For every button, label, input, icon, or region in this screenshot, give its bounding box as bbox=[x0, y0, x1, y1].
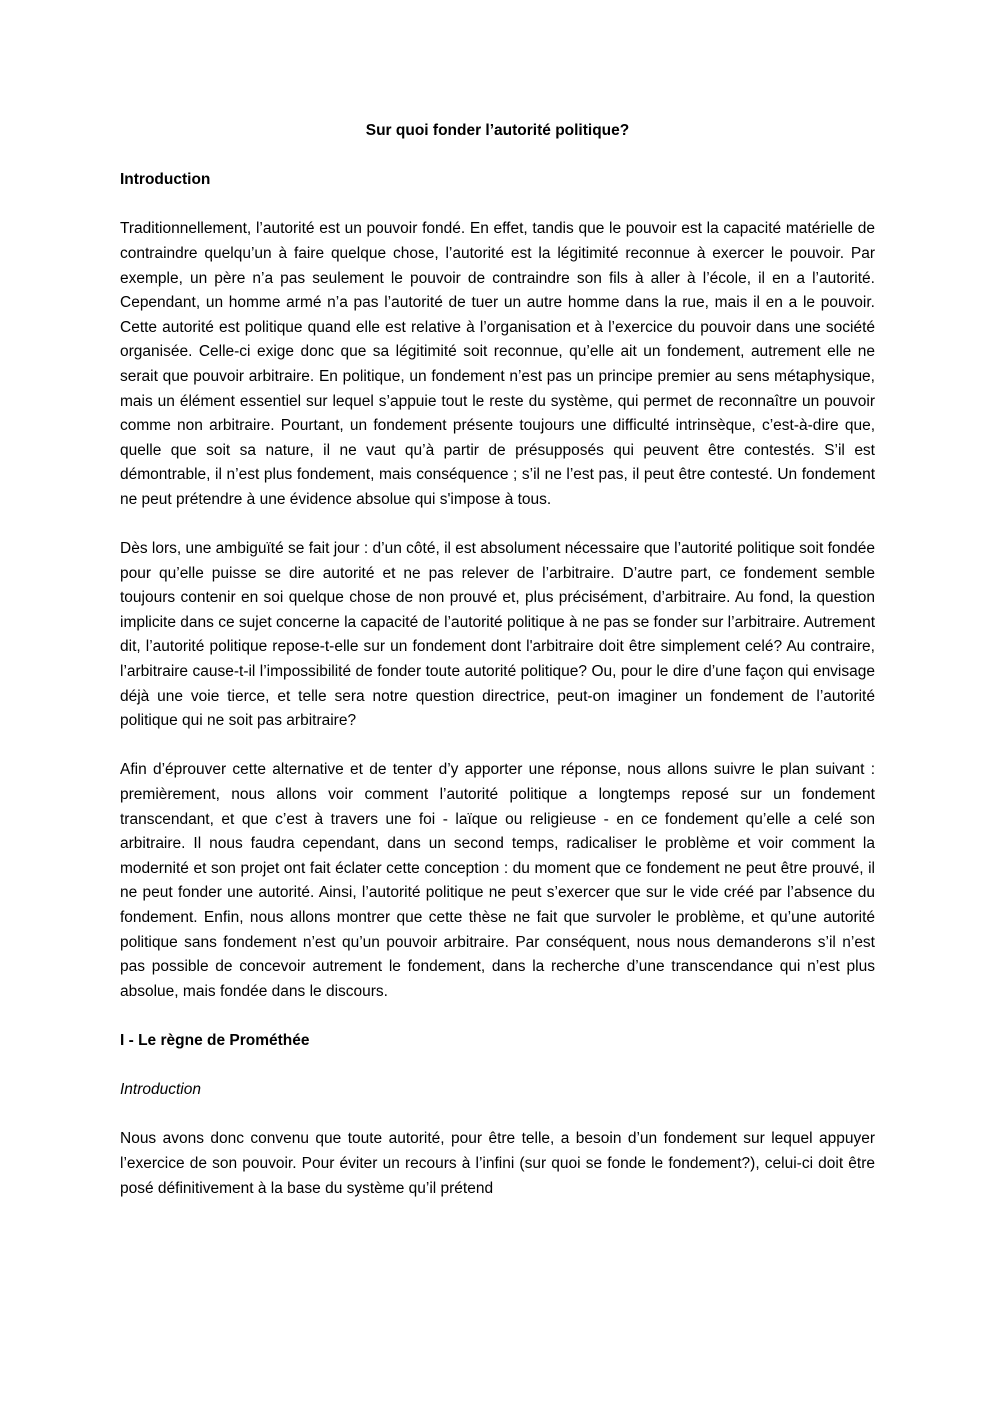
paragraph-ambiguity-problem: Dès lors, une ambiguïté se fait jour : d’un côté, il est absolument nécessaire que l’autorité politique soit fondée pour qu’elle puisse se dire autorité et ne pas relever de l’arbitraire. D’autre part, ce fondement semble toujours contenir en soi quelque chose de non prouvé et, plus précisément, d’arbitraire. Au fond, la question implicite dans ce sujet concerne la capacité de l’autorité politique à ne pas se fonder sur l’arbitraire. Autrement dit, l’autorité politique repose-t-elle sur un fondement dont l'arbitraire doit être simplement celé? Au contraire, l’arbitraire cause-t-il l’impossibilité de fonder toute autorité politique? Ou, pour le dire d’une façon qui envisage déjà une voie tierce, et telle sera notre question directrice, peut-on imaginer un fondement de l’autorité politique qui ne soit pas arbitraire? bbox=[120, 540, 875, 730]
heading-part1: I - Le règne de Prométhée bbox=[120, 1031, 310, 1049]
paragraph-part1-intro: Nous avons donc convenu que toute autorité, pour être telle, a besoin d’un fondement sur lequel appuyer l’exercice de son pouvoir. Pour éviter un recours à l’infini (sur quoi se fonde le fondement?), celui-ci doit être posé définitivement à la base du système qu’il prétend bbox=[120, 1130, 875, 1197]
document-title: Sur quoi fonder l’autorité politique? bbox=[365, 122, 630, 139]
subheading-part1-introduction: Introduction bbox=[120, 1081, 201, 1099]
paragraph-essay-plan: Afin d’éprouver cette alternative et de tenter d’y apporter une réponse, nous allons suivre le plan suivant : premièrement, nous allons voir comment l’autorité politique a longtemps reposé sur un fondement transcendant, et que c’est à travers une foi - laïque ou religieuse - en ce fondement qu’elle a celé son arbitraire. Il nous faudra cependant, dans un second temps, radicaliser le problème et voir comment la modernité et son projet ont fait éclater cette conception : du moment que ce fondement ne peut être prouvé, il ne peut fonder une autorité. Ainsi, l’autorité politique ne peut s’exercer que sur le vide créé par l’absence du fondement. Enfin, nous allons montrer que cette thèse ne fait que survoler le problème, et qu’une autorité politique sans fondement n’est qu’un pouvoir arbitraire. Par conséquent, nous nous demanderons s’il n’est pas possible de concevoir autrement le fondement, dans la recherche d’une transcendance qui n’est plus absolue, mais fondée dans le discours. bbox=[120, 761, 875, 1000]
paragraph-authority-definition: Traditionnellement, l’autorité est un pouvoir fondé. En effet, tandis que le pouvoir est la capacité matérielle de contraindre quelqu’un à faire quelque chose, l’autorité est la légitimité reconnue à exercer le pouvoir. Par exemple, un père n’a pas seulement le pouvoir de contraindre son fils à aller à l’école, il en a l’autorité. Cependant, un homme armé n’a pas l’autorité de tuer un autre homme dans la rue, mais il en a le pouvoir. Cette autorité est politique quand elle est relative à l’organisation et à l’exercice du pouvoir dans une société organisée. Celle-ci exige donc que sa légitimité soit reconnue, qu’elle ait un fondement, autrement elle ne serait que pouvoir arbitraire. En politique, un fondement n’est pas un principe premier au sens métaphysique, mais un élément essentiel sur lequel s’appuie tout le reste du système, qui permet de reconnaître un pouvoir comme non arbitraire. Pourtant, un fondement présente toujours une difficulté intrinsèque, c’est-à-dire que, quelle que soit sa nature, il ne vaut qu’à partir de présupposés qui peuvent être contestés. S’il est démontrable, il n’est plus fondement, mais conséquence ; s’il ne l’est pas, il peut être contesté. Un fondement ne peut prétendre à une évidence absolue qui s'impose à tous. bbox=[120, 220, 875, 508]
heading-introduction: Introduction bbox=[120, 171, 211, 189]
